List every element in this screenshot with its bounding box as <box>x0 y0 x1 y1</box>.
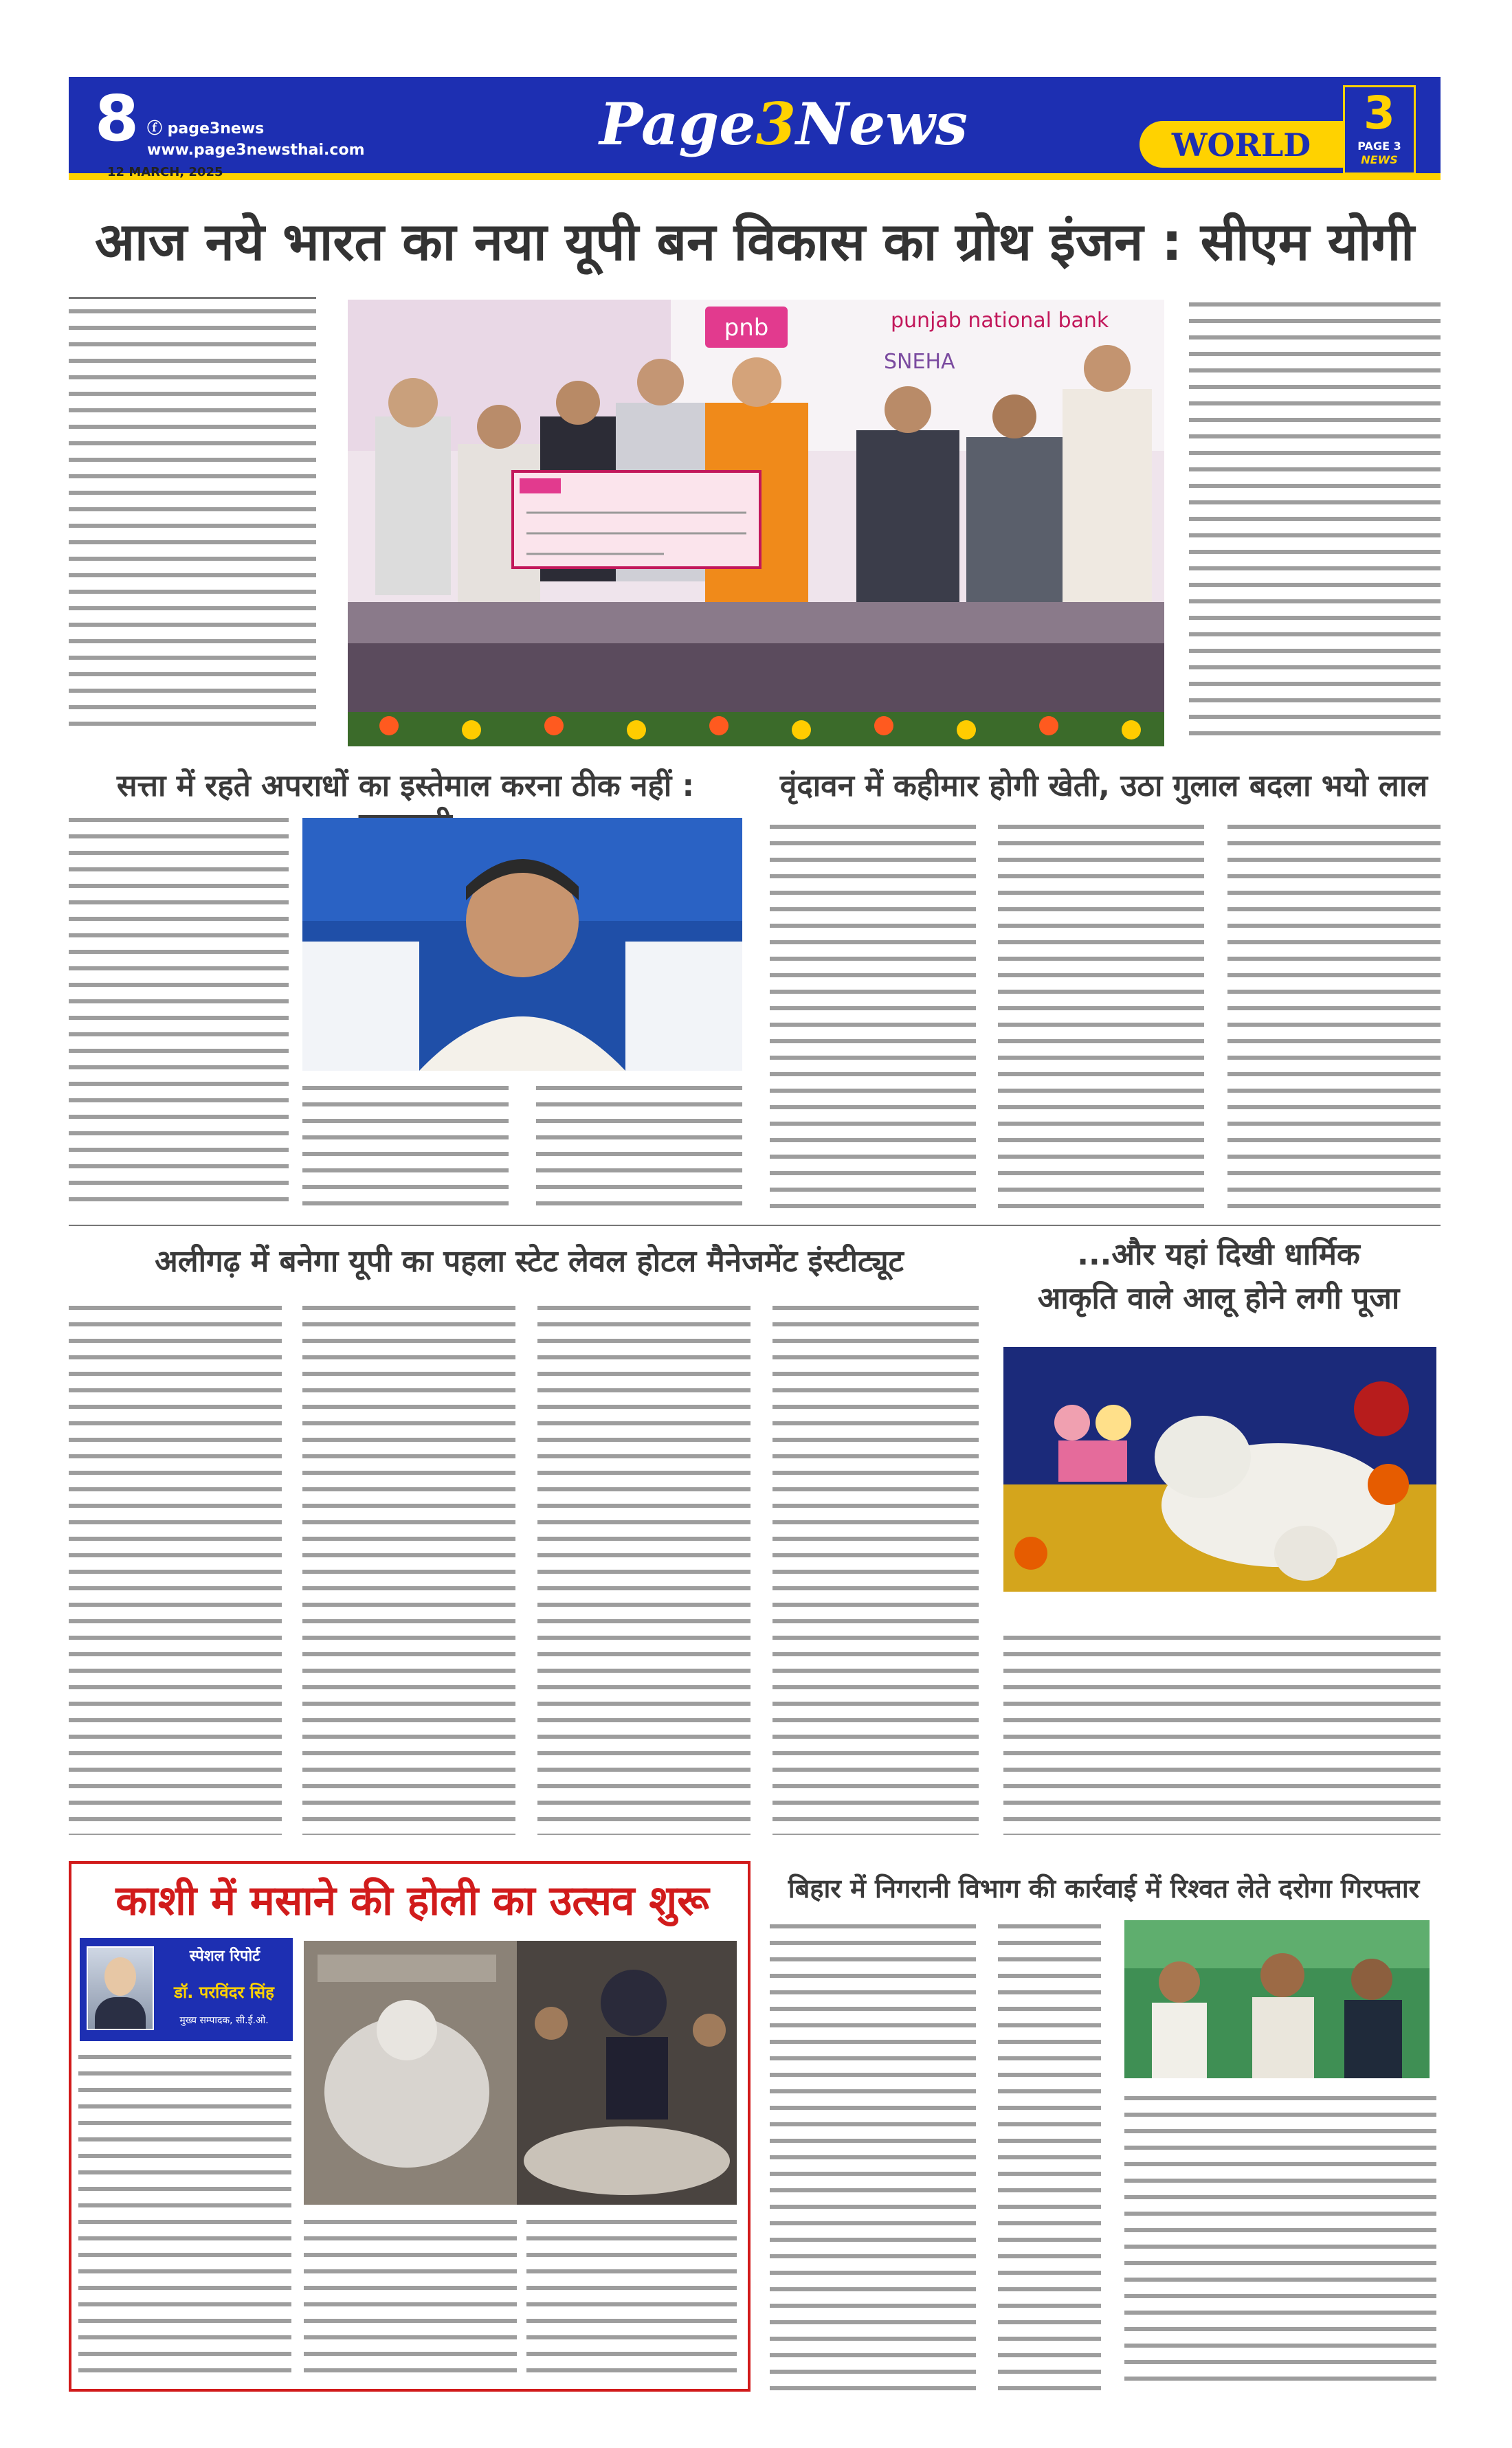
kashi-text-col-3 <box>526 2220 737 2378</box>
mayawati-photo <box>302 818 742 1071</box>
mayawati-text-col-2 <box>302 1086 509 1216</box>
reporter-name: डॉ. परविंदर सिंह <box>174 1983 274 2002</box>
bihar-text-col-3 <box>1124 2096 1436 2385</box>
potato-headline-line-1: ...और यहां दिखी धार्मिक <box>1077 1237 1360 1272</box>
aligarh-headline: अलीगढ़ में बनेगा यूपी का पहला स्टेट लेवल होटल मैनेजमेंट इंस्टीट्यूट <box>155 1244 904 1279</box>
pnb-logo: pnb <box>724 314 769 342</box>
page3-badge-logo: 3 PAGE 3 NEWS <box>1343 85 1416 175</box>
kashi-text-col-1 <box>78 2055 291 2378</box>
mayawati-text-col-3 <box>536 1086 742 1216</box>
social-handle: ⓕ page3news <box>147 120 265 137</box>
scheme-name: SNEHA <box>884 350 955 374</box>
masthead-underline <box>69 173 1441 180</box>
vrindavan-text-col-1 <box>770 825 976 1210</box>
aligarh-text-col-3 <box>537 1306 751 1835</box>
kashi-headline: काशी में मसाने की होली का उत्सव शुरू <box>115 1877 709 1925</box>
potato-headline-line-2: आकृति वाले आलू होने लगी पूजा <box>1037 1281 1400 1316</box>
website-link[interactable]: www.page3newsthai.com <box>147 142 365 159</box>
reporter-avatar <box>87 1946 154 2030</box>
vrindavan-headline: वृंदावन में कहीमार होगी खेती, उठा गुलाल बदला भयो लाल <box>779 768 1428 803</box>
aligarh-text-col-2 <box>302 1306 515 1835</box>
section-label: WORLD <box>1171 126 1311 164</box>
mayawati-headline: सत्ता में रहते अपराधों का इस्तेमाल करना ठीक नहीं : <box>116 768 695 803</box>
kashi-photo <box>304 1941 737 2205</box>
newspaper-logo: Page3News <box>599 90 968 158</box>
bihar-arrest-photo <box>1124 1920 1430 2078</box>
bank-name: punjab national bank <box>891 309 1109 333</box>
lead-text-col-1 <box>69 309 316 735</box>
facebook-icon: ⓕ <box>147 120 168 137</box>
potato-photo <box>1003 1347 1436 1592</box>
aligarh-text-col-4 <box>772 1306 979 1835</box>
page-number: 8 <box>95 82 140 155</box>
bihar-text-col-2 <box>998 1924 1101 2392</box>
vrindavan-text-col-3 <box>1227 825 1441 1210</box>
vrindavan-text-col-2 <box>998 825 1204 1210</box>
reporter-role: मुख्य सम्पादक, सी.ई.ओ. <box>179 2015 269 2026</box>
aligarh-text-col-1 <box>69 1306 282 1835</box>
issue-date: 12 MARCH, 2025 <box>107 165 223 179</box>
special-report-title: स्पेशल रिपोर्ट <box>189 1948 260 1965</box>
kashi-text-col-2 <box>304 2220 517 2378</box>
lead-photo <box>348 300 1164 746</box>
bihar-headline: बिहार में निगरानी विभाग की कार्रवाई में रिश्वत लेते दरोगा गिरफ्तार <box>788 1873 1420 1904</box>
mayawati-text-col-1 <box>69 818 289 1203</box>
potato-text <box>1003 1636 1441 1835</box>
section-divider <box>69 1225 1441 1226</box>
lead-headline: आज नये भारत का नया यूपी बन विकास का ग्रोथ इंजन : सीएम योगी <box>95 211 1414 272</box>
bihar-text-col-1 <box>770 1924 976 2392</box>
lead-text-col-right <box>1189 302 1441 742</box>
divider <box>69 297 316 299</box>
